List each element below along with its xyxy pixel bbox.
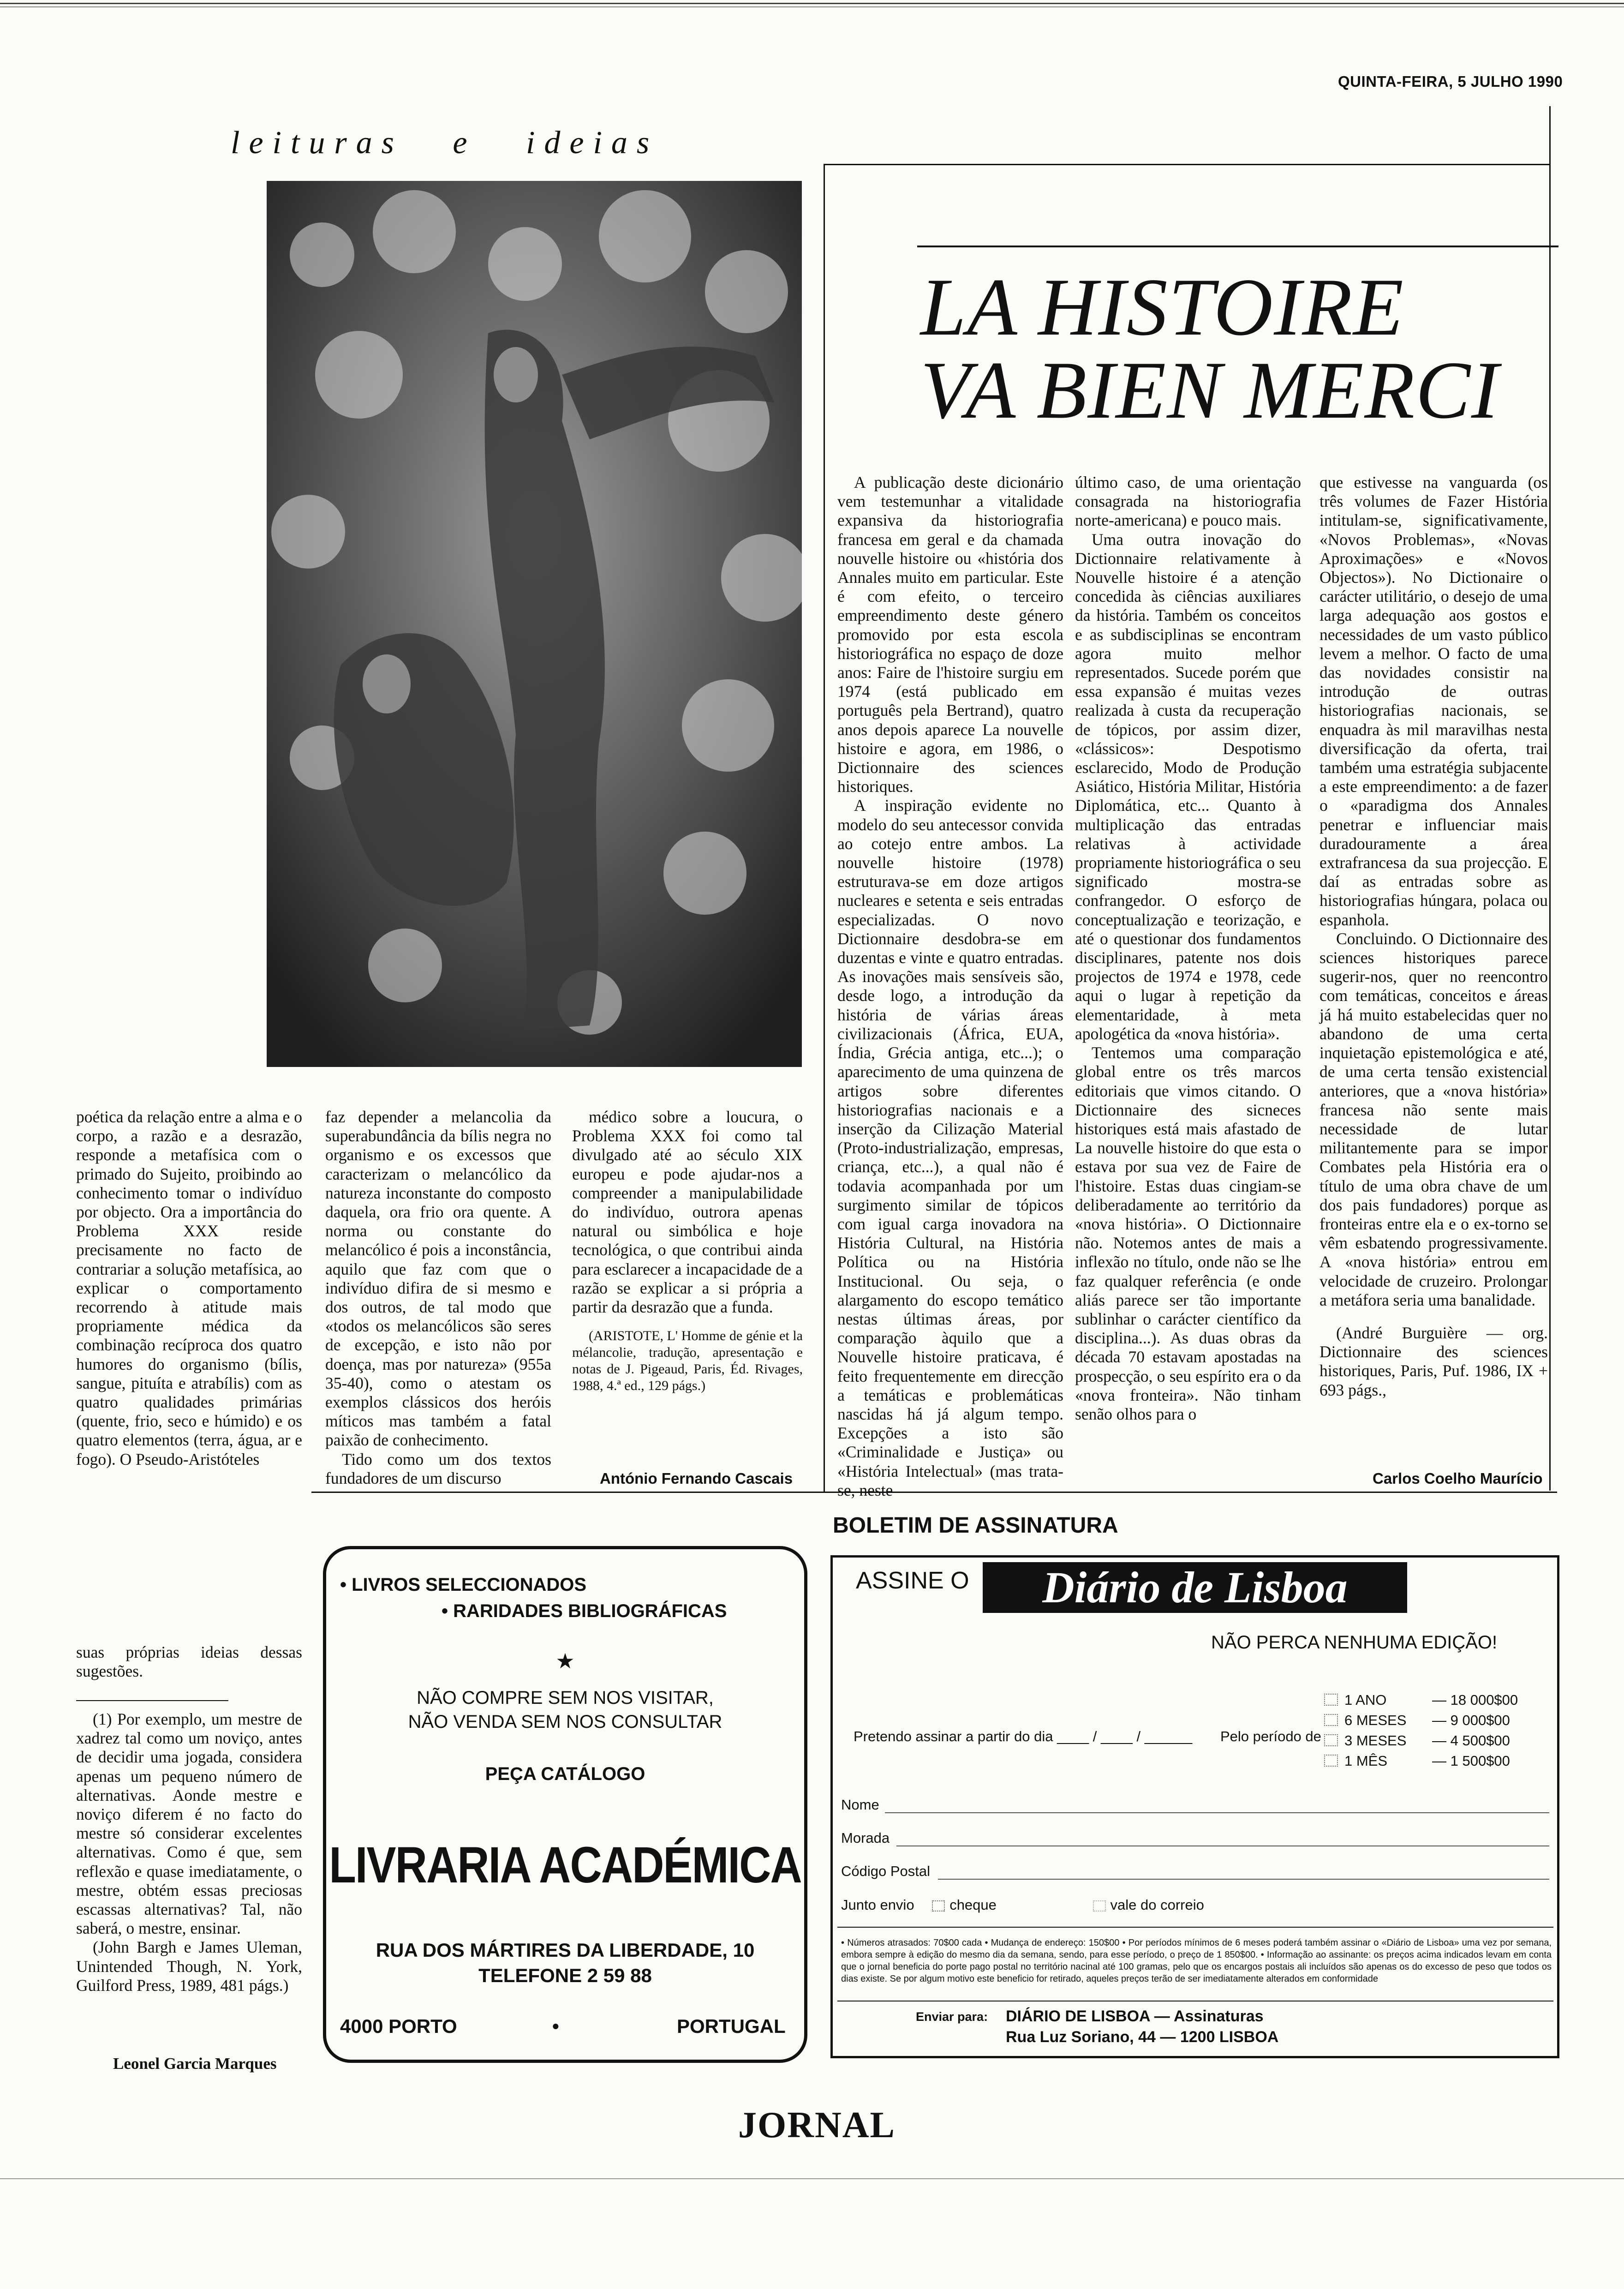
period-option[interactable]: 1 ANO — 18 000$00 — [1324, 1690, 1518, 1710]
paragraph: Concluindo. O Dictionnaire des sciences historiques parece sugerir-nos, quer no reencontro com temáticas, conceitos e áreas já há muito estabelecidas quer no abandono de uma certa inquietação epistemológica e até, de uma certa tensão existencial anteriores, que a «nova história» francesa não sente mais necessidade de lutar militantemente para se impor Combates pela História era o título de uma obra chave de um dos pais fundadores) porque as fronteiras entre ela e o ex-torno se vêm esbatendo progressivamente. A «nova história» entrou em velocidade de cruzeiro. Prolongar a metáfora seria uma banalidade. — [1320, 929, 1548, 1309]
checkbox[interactable] — [1324, 1734, 1338, 1746]
paragraph: Tido como um dos textos fundadores de um discurso — [325, 1450, 551, 1487]
section-title: leituras e ideias — [231, 125, 659, 161]
bookstore-city: 4000 PORTO — [340, 2015, 457, 2037]
period-label: Pelo período de — [1220, 1728, 1321, 1744]
paragraph: A publicação deste dicionário vem testemunhar a vitalidade expansiva da historiografia francesa em geral e da chamada nouvelle histoire ou «história dos Annales muito em particular. Este é com efeito, o terceiro empreendimento deste género promovido por esta escola historiográfica no espaço de doze anos: Faire de l'histoire surgiu em 1974 (está publicado em português pela Bertrand), quatro anos depois aparece La nouvelle histoire e agora, em 1986, o Dictionnaire des sciences historiques. — [837, 473, 1063, 796]
page-date: QUINTA-FEIRA, 5 JULHO 1990 — [1338, 73, 1563, 90]
postcode-input-line[interactable] — [938, 1879, 1549, 1880]
article-left-column-3 — [572, 1108, 803, 1394]
ad-text-line: NÃO COMPRE SEM NOS VISITAR, — [417, 1688, 714, 1708]
start-date-field[interactable]: Pretendo assinar a partir do dia ____ / ____ / ______ — [854, 1728, 1193, 1744]
separator-dot: • — [552, 2015, 559, 2037]
paragraph: que estivesse na vanguarda (os três volumes de Fazer História intitulam-se, significativamente, «Novos Problemas», «Novas Aproximações» e «Novos Objectos»). No Dictionaire o carácter utilitário, o desejo de uma larga adequação aos gostos e necessidades de um vasto público levem a melhor. O facto de uma das novidades consistir na introdução de outras historiografias nacionais, se enquadra às mil maravilhas nesta diversificação da oferta, trai também uma estratégia subjacente a este empreendimento: a de fazer o «paradigma dos Annales penetrar e influenciar mais duradouramente a área extrafrancesa da sua projecção. E daí as entradas sobre as historiografias húngara, polaca ou espanhola. — [1320, 473, 1548, 929]
bookstore-country: PORTUGAL — [677, 2015, 786, 2037]
paragraph: Uma outra inovação do Dictionnaire relativamente à Nouvelle histoire é a atenção concedida às ciências auxiliares da história. Também os conceitos e as subdisciplinas se encontram agora muito melhor representados. Sucede porém que essa expansão é muitas vezes realizada à custa da recuperação de tópicos, por assim dizer, «clássicos»: Despotismo esclarecido, Modo de Produção Asiático, História Militar, História Diplomática, etc... Quanto à multiplicação das entradas relativas à actividade propriamente historiográfica o seu significado mostra-se confrangedor. O esforço de conceptualização e teorização, e até o questionar dos fundamentos disciplinares, patente nos dois projectos de 1974 e 1978, cede aqui o lugar à repetição da elementaridade, à meta apologética da «nova história». — [1075, 530, 1301, 1043]
paragraph: A inspiração evidente no modelo do seu antecessor convida ao cotejo entre ambos. La nouvelle histoire (1978) estruturava-se em doze artigos nucleares e setenta e seis entradas especializadas. O novo Dictionnaire desdobra-se em duzentas e vinte e quatro entradas. As inovações mais sensíveis são, desde logo, a introdução da história de várias áreas civilizacionais (África, EUA, Índia, Grécia antiga, etc...); o aparecimento de uma quinzena de artigos sobre diferentes historiografias nacionais e a inserção da Cilização Material (Proto-industrialização, empresas, criança, etc...), a qual não é todavia acompanhada por um surgimento similar de tópicos com igual carga inovadora na História Cultural, na História Política ou na História Institucional. Ou seja, o alargamento do escopo temático nestas últimas áreas, por comparação àquilo que a Nouvelle histoire praticava, é feito frequentemente em direcção a temáticas e problemáticas nascidas há já algum tempo. Excepções a isto são «Criminalidade e Justiça» ou «História Intelectual» (mas trata-se, neste — [837, 796, 1063, 1499]
bookstore-address: RUA DOS MÁRTIRES DA LIBERDADE, 10 — [376, 1939, 755, 1961]
reference: (André Burguière — org. Dictionnaire des sciences historiques, Paris, Puf. 1986, IX + 693 págs., — [1320, 1323, 1548, 1399]
paragraph: último caso, de uma orientação consagrada na historiografia norte-americana) e pouco mais. — [1075, 473, 1301, 530]
send-to-line2: Rua Luz Soriano, 44 — 1200 LISBOA — [1006, 2028, 1279, 2046]
ad-catalog: PEÇA CATÁLOGO — [485, 1764, 645, 1784]
period-option[interactable]: 1 MÊS — 1 500$00 — [1324, 1751, 1518, 1771]
article-title-line1: LA HISTOIRE — [920, 261, 1404, 353]
author-byline: Carlos Coelho Maurício — [1373, 1470, 1543, 1487]
article-title — [920, 261, 1500, 436]
ad-bullet-1: • LIVROS SELECCIONADOS — [340, 1575, 587, 1595]
top-rule — [0, 3, 1624, 4]
bottom-rule — [0, 2178, 1624, 2179]
assine-label: ASSINE O — [856, 1567, 969, 1594]
footnote-rule — [76, 1700, 228, 1701]
article-right-column-1 — [837, 473, 1063, 1500]
article-continued-column — [76, 1643, 302, 1681]
article-right-column-2 — [1075, 473, 1301, 1424]
author-byline: António Fernando Cascais — [600, 1470, 793, 1487]
paragraph: faz depender a melancolia da superabundância da bílis negra no organismo e os excessos que caracterizam o melancólico da natureza inconstante do composto daquela, ora frio ora quente. A norma ou constante do melancólico é pois a inconstância, aquilo que faz com que o indivíduo difira de si mesmo e dos outros, de tal modo que «todos os melancólicos são seres de excepção, e isto não por doença, mas por natureza» (955a 35-40), como o atestam os exemplos clássicos dos heróis míticos mas também a fatal paixão de conhecimento. — [325, 1108, 551, 1450]
reference: (John Bargh e James Uleman, Unintended Though, N. York, Guilford Press, 1989, 481 págs.) — [76, 1938, 302, 1995]
send-to-label: Enviar para: — [916, 2010, 988, 2024]
period-option[interactable]: 6 MESES — 9 000$00 — [1324, 1710, 1518, 1731]
footnote-column — [76, 1710, 302, 1995]
paragraph: médico sobre a loucura, o Problema XXX foi como tal divulgado até ao século XIX europeu e pode ajudar-nos a compreender a manipulabilidade do indivíduo, outrora apenas natural ou simbólica e hoje tecnológica, o que contribui ainda para esclarecer a incapacidade de a razão se explicar a si própria a partir da desrazão que a funda. — [572, 1108, 803, 1317]
fine-print-rule — [837, 1927, 1553, 1928]
title-rule — [917, 246, 1558, 247]
reference: (ARISTOTE, L' Homme de génie et la mélancolie, tradução, apresentação e notas de J. Pigeaud, Paris, Éd. Rivages, 1988, 4.ª ed., 129 págs.) — [572, 1328, 803, 1394]
period-options — [1324, 1690, 1518, 1771]
divider-vertical — [824, 164, 825, 1493]
checkbox[interactable] — [1324, 1755, 1338, 1767]
tagline: NÃO PERCA NENHUMA EDIÇÃO! — [1211, 1632, 1498, 1653]
paragraph: poética da relação entre a alma e o corpo, a razão e a desrazão, responde a metafísica com o primado do Sujeito, proibindo ao conhecimento tomar o indivíduo por objecto. Ora a importância do Problema XXX reside precisamente no facto de contrariar a solução metafísica, ao explicar o comportamento recorrendo à atitude mais propriamente médica da combinação recíproca dos quatro humores do organismo (bílis, sangue, pituíta e atrabílis) com as quatro qualidades primárias (quente, frio, seco e húmido) e os quatro elementos (terra, água, ar e fogo). O Pseudo-Aristóteles — [76, 1108, 302, 1468]
footer-logo: JORNAL — [738, 2105, 896, 2145]
paragraph: suas próprias ideias dessas sugestões. — [76, 1643, 302, 1681]
top-rule-thin — [0, 6, 1624, 7]
period-option[interactable]: 3 MESES — 4 500$00 — [1324, 1731, 1518, 1751]
article-title-line2: VA BIEN MERCI — [920, 344, 1500, 436]
fine-print: • Números atrasados: 70$00 cada • Mudança de endereço: 150$00 • Por períodos mínimos de 6 meses poderá também assinar o «Diário de Lisboa» uma vez por semana, embora sempre à edição do mesmo dia da semana, sendo, para esse período, o preço de 1 850$00. • Informação ao assinante: os preços acima indicados levam em conta que o jornal beneficia do porte pago postal no território nacinal até 100 gramas, pelo que os encargos postais ali incluídos são apenas os do excesso de peso que todos os dias existe. Se por algum motivo este beneficio for retirado, aqueles preços terão de ser imediatamente alterados em conformidade — [841, 1938, 1552, 1984]
bookstore-phone: TELEFONE 2 59 88 — [478, 1965, 652, 1986]
payment-field: Junto envio cheque vale do correio — [841, 1897, 1204, 1913]
ad-text-line: NÃO VENDA SEM NOS CONSULTAR — [408, 1712, 722, 1732]
article-left-column-2 — [325, 1108, 551, 1488]
name-input-line[interactable] — [885, 1812, 1549, 1813]
livraria-academica-ad — [323, 1546, 807, 2063]
ad-bullet-2: • RARIDADES BIBLIOGRÁFICAS — [442, 1601, 727, 1621]
subscription-form — [830, 1555, 1559, 2058]
author-byline: Leonel Garcia Marques — [113, 2055, 277, 2073]
name-field[interactable]: Nome — [841, 1797, 1552, 1813]
send-to-line1: DIÁRIO DE LISBOA — Assinaturas — [1006, 2007, 1264, 2025]
vale-checkbox[interactable] — [1093, 1900, 1106, 1911]
article-right-column-3 — [1320, 473, 1548, 1400]
newspaper-logo: Diário de Lisboa — [983, 1562, 1407, 1613]
article-painting — [267, 181, 802, 1067]
divider-top — [824, 164, 1550, 165]
star-icon: ★ — [555, 1649, 575, 1673]
footnote: (1) Por exemplo, um mestre de xadrez tal como um noviço, antes de decidir uma jogada, considera apenas um pequeno número de alternativas. Aonde mestre e noviço diferem é no facto do mestre só considerar excelentes alternativas. Como é que, sem reflexão e quase imediatamente, o mestre, obtém essas preciosas escassas alternativas? Tal, não saberá, o mestre, ensinar. — [76, 1710, 302, 1938]
subscription-heading: BOLETIM DE ASSINATURA — [833, 1513, 1118, 1538]
checkbox[interactable] — [1324, 1694, 1338, 1706]
divider-right — [1549, 106, 1551, 1491]
address-field[interactable]: Morada — [841, 1830, 1552, 1846]
checkbox[interactable] — [1324, 1714, 1338, 1726]
postcode-field[interactable]: Código Postal — [841, 1863, 1552, 1880]
paragraph: Tentemos uma comparação global entre os três marcos editoriais que vimos citando. O Dictionnaire des sicneces historiques está mais afastado de La nouvelle histoire do que esta o estava por sua vez de Faire de l'histoire. Estas duas cingiam-se deliberadamente ao território da «nova história». O Dictionnaire não. Notemos antes de mais a inflexão no título, onde não se lhe faz qualquer referência (e onde aliás parece ser tão importante sublinhar o carácter científico da disciplina...). As duas obras da década 70 estavam apostadas na prospecção, o seu espírito era o da «nova fronteira». Não tinham senão olhos para o — [1075, 1043, 1301, 1423]
article-left-column-1 — [76, 1108, 302, 1469]
cheque-checkbox[interactable] — [932, 1900, 945, 1911]
bookstore-name: LIVRARIA ACADÉMICA — [329, 1836, 801, 1894]
